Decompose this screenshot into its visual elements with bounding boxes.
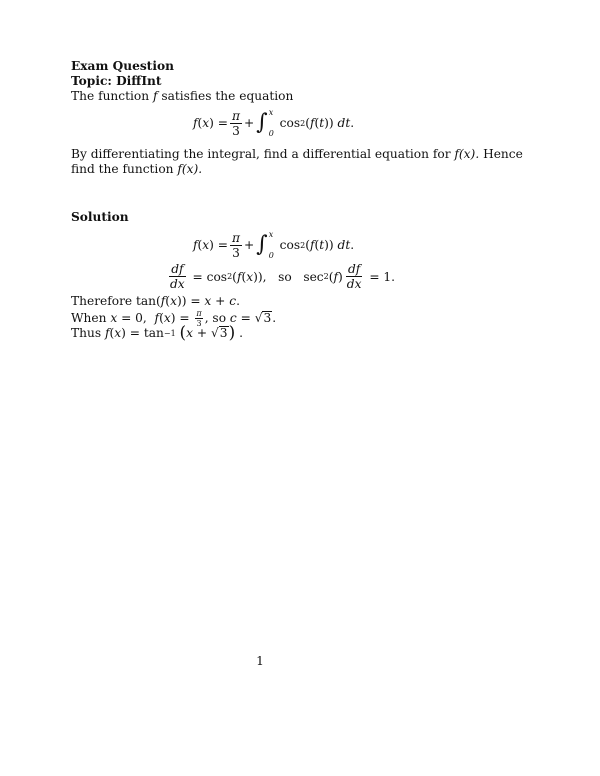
question-intro [71,89,293,104]
page-number: 1 [256,654,264,668]
question-instruction-2: find the function f(x). [71,162,203,176]
solution-when-line: When x = 0, f ( x ) = $\frac{\pi}{3}$ , so c = √ 3 . [71,309,277,328]
solution-equation-2: $\frac{df}{dx}$ = cos 2 ( f ( x )), so sec 2 ( f ) $\frac{df}{dx}$ = 1. [170,262,396,291]
solution-thus-line: Thus f ( x ) = tan −1 ( x + √ 3 ) . [71,323,243,343]
question-instruction-1: By differentiating the integral, find a differential equation for f(x). Hence [71,147,523,161]
exam-label: Exam Question [71,59,174,73]
integral-sign: ∫ x 0 [256,108,274,138]
intro-text: The function [71,89,150,103]
intro-variable: f [152,89,158,103]
intro-rest: satisfies the equation [161,89,294,103]
topic-label: Topic: DiffInt [71,74,162,88]
solution-heading: Solution [71,210,129,224]
question-equation: f ( x ) = $\frac{\pi}{3}$ + ∫ x 0 cos 2 ( f ( t )) dt . [193,108,355,138]
pi-over-3-fraction: $\frac{\pi}{3}$ [232,108,241,138]
solution-equation-1: f ( x ) = $\frac{\pi}{3}$ + ∫ x 0 cos 2 ( f ( t )) dt . [193,230,355,260]
solution-therefore-line: Therefore tan(f(x)) = x + c. [71,294,240,308]
